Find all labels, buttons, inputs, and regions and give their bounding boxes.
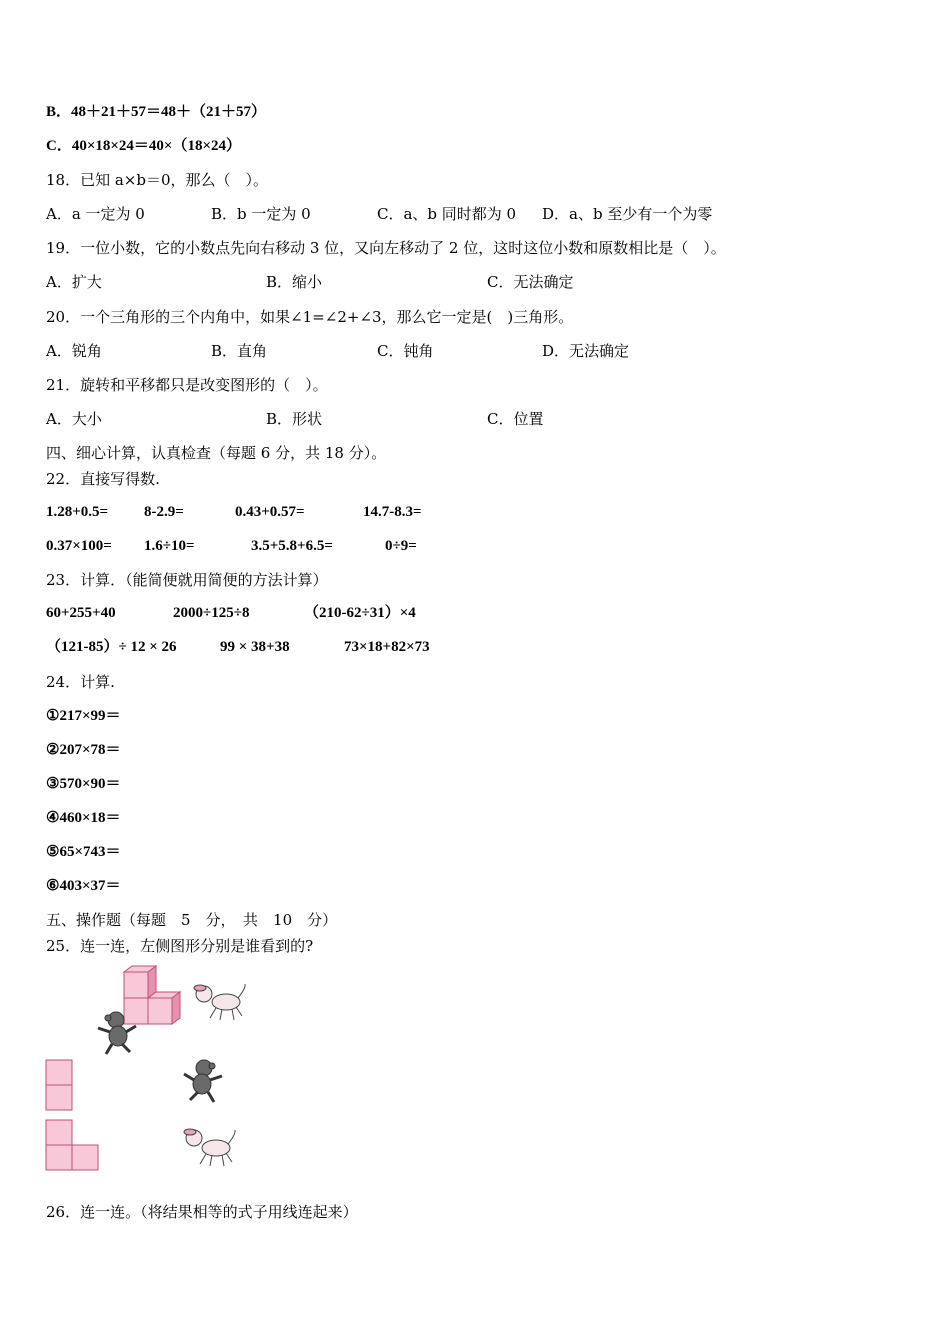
- q23-r2-c3: 73×18+82×73: [344, 639, 430, 655]
- q18-option-d: D．a、b 至少有一个为零: [542, 205, 713, 223]
- q19-option-a: A．扩大: [46, 273, 102, 291]
- q22-r2-c1: 0.37×100=: [46, 538, 112, 554]
- q21-stem: 21．旋转和平移都只是改变图形的（ ）。: [46, 376, 328, 394]
- q21-option-b: B．形状: [266, 410, 323, 428]
- q23-r1-c2: 2000÷125÷8: [173, 605, 250, 621]
- q23-r2-c2: 99 × 38+38: [220, 639, 290, 655]
- q24-item-6: ⑥403×37＝: [46, 878, 121, 894]
- q23-r1-c1: 60+255+40: [46, 605, 116, 621]
- section-5-title: 五、操作题（每题 5 分， 共 10 分）: [46, 911, 338, 929]
- view-figure-l-shape: [45, 1119, 101, 1173]
- q22-r1-c2: 8-2.9=: [144, 504, 184, 520]
- q20-option-a: A．锐角: [46, 342, 102, 360]
- q24-item-3: ③570×90＝: [46, 776, 121, 792]
- q23-stem: 23．计算．（能简便就用简便的方法计算）: [46, 571, 328, 589]
- q25-stem: 25．连一连，左侧图形分别是谁看到的?: [46, 937, 314, 955]
- q18-option-b: B．b 一定为 0: [211, 205, 311, 223]
- q20-stem: 20．一个三角形的三个内角中，如果∠1=∠2+∠3，那么它一定是( )三角形。: [46, 308, 574, 326]
- q18-stem: 18．已知 a×b＝0，那么（ ）。: [46, 171, 269, 189]
- q17-option-b: B．48＋21＋57＝48＋（21＋57）: [46, 104, 267, 120]
- q24-stem: 24．计算.: [46, 673, 115, 691]
- q22-r1-c4: 14.7-8.3=: [363, 504, 422, 520]
- monkey-icon: [92, 1008, 140, 1056]
- q19-option-c: C．无法确定: [487, 273, 574, 291]
- q19-stem: 19．一位小数，它的小数点先向右移动 3 位，又向左移动了 2 位，这时这位小数和原数相比是（ ）。: [46, 239, 726, 257]
- dog-icon: [190, 980, 248, 1024]
- view-figure-two-stacked: [45, 1059, 75, 1113]
- q23-r2-c1: （121-85）÷ 12 × 26: [46, 639, 177, 655]
- dog-icon-2: [182, 1124, 240, 1170]
- section-4-title: 四、细心计算，认真检查（每题 6 分，共 18 分）。: [46, 444, 387, 462]
- q24-item-1: ①217×99＝: [46, 708, 121, 724]
- q22-r1-c1: 1.28+0.5=: [46, 504, 109, 520]
- q24-item-5: ⑤65×743＝: [46, 844, 121, 860]
- q23-r1-c3: （210-62÷31）×4: [304, 605, 416, 621]
- q22-r2-c3: 3.5+5.8+6.5=: [251, 538, 333, 554]
- q18-option-a: A．a 一定为 0: [46, 205, 145, 223]
- q19-option-b: B．缩小: [266, 273, 323, 291]
- q20-option-c: C．钝角: [377, 342, 434, 360]
- q21-option-a: A．大小: [46, 410, 102, 428]
- monkey-icon-2: [180, 1056, 228, 1104]
- q21-option-c: C．位置: [487, 410, 544, 428]
- q20-option-b: B．直角: [211, 342, 268, 360]
- q26-stem: 26．连一连。（将结果相等的式子用线连起来）: [46, 1203, 358, 1221]
- q24-item-4: ④460×18＝: [46, 810, 121, 826]
- q22-r1-c3: 0.43+0.57=: [235, 504, 305, 520]
- q22-r2-c4: 0÷9=: [385, 538, 417, 554]
- q18-option-c: C．a、b 同时都为 0: [377, 205, 517, 223]
- q22-r2-c2: 1.6÷10=: [144, 538, 195, 554]
- q24-item-2: ②207×78＝: [46, 742, 121, 758]
- q22-stem: 22．直接写得数.: [46, 470, 160, 488]
- q17-option-c: C．40×18×24＝40×（18×24）: [46, 138, 242, 154]
- q20-option-d: D．无法确定: [542, 342, 630, 360]
